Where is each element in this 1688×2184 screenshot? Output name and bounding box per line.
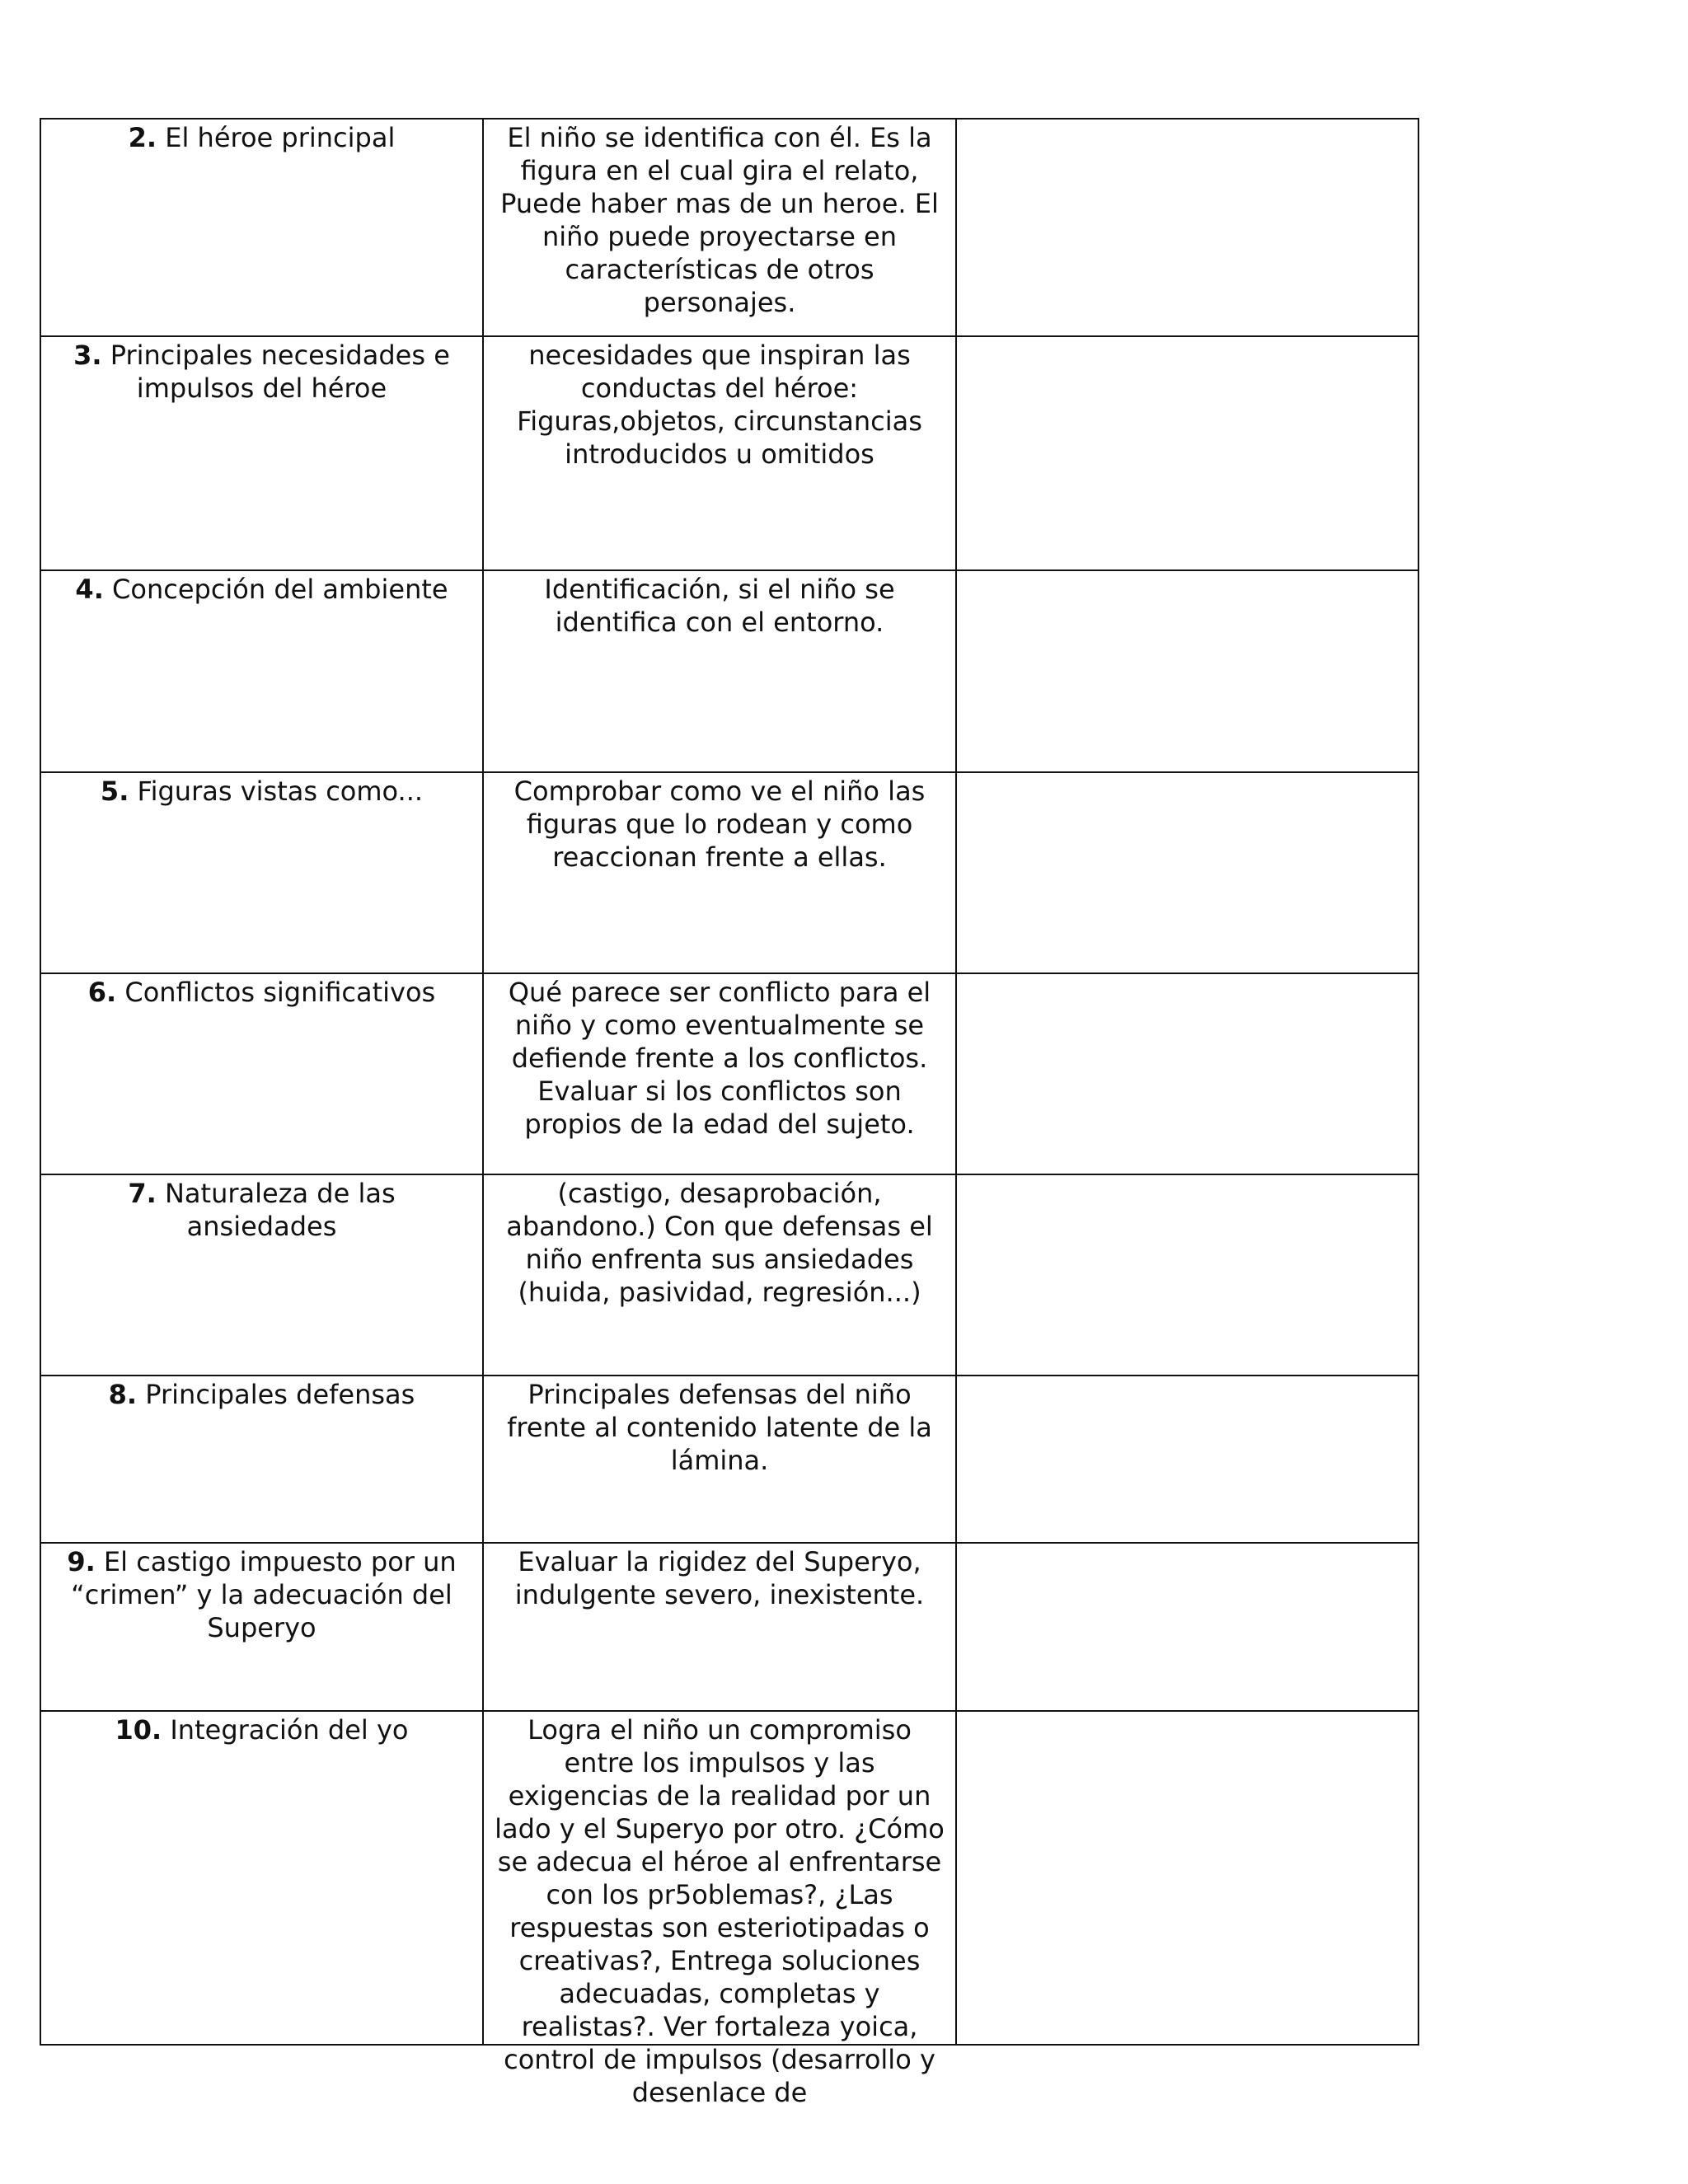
criterion-label: Principales defensas [145,1379,415,1410]
table-row [40,336,1418,570]
notes-cell [956,1174,1418,1376]
notes-cell [956,1376,1418,1543]
criterion-label: Conflictos significativos [124,977,436,1008]
criterion-number: 4. [75,574,104,605]
notes-cell [956,973,1418,1174]
description-cell: (castigo, desaprobación, abandono.) Con que defensas el niño enfrenta sus ansiedades (huida, pasividad, regresión...) [483,1174,956,1376]
criterion-number: 8. [108,1379,138,1410]
criterion-label: El castigo impuesto por un “crimen” y la adecuación del Superyo [71,1546,457,1643]
criterion-label: Naturaleza de las ansiedades [164,1178,396,1242]
description-cell: El niño se identifica con él. Es la figura en el cual gira el relato, Puede haber mas de un heroe. El niño puede proyectarse en características de otros personajes. [483,119,956,336]
description-cell [483,1711,956,2108]
criterion-number: 6. [87,977,117,1008]
description-cell: Qué parece ser conflicto para el niño y como eventualmente se defiende frente a los conflictos. Evaluar si los conflictos son propios de la edad del sujeto. [483,973,956,1174]
table-row [40,1543,1418,1711]
criterion-cell [40,1174,483,1376]
criterion-cell [40,1376,483,1543]
criterion-number: 7. [128,1178,157,1209]
criterion-label: Principales necesidades e impulsos del héroe [110,340,450,404]
table-row [40,570,1418,772]
criterion-cell [40,336,483,570]
criterion-number: 2. [128,122,157,153]
notes-cell [956,336,1418,570]
criterion-number: 9. [67,1546,96,1577]
criterion-number: 5. [100,776,129,807]
criterion-number: 3. [73,340,102,371]
notes-cell [956,119,1418,336]
table-row [40,1711,1418,2045]
table-row [40,1376,1418,1543]
table-row [40,772,1418,973]
description-cell: Evaluar la rigidez del Superyo, indulgente severo, inexistente. [483,1543,956,1711]
table-row [40,119,1418,336]
description-clip [492,1713,947,2108]
evaluation-table [40,118,1419,2108]
description-text: Logra el niño un compromiso entre los impulsos y las exigencias de la realidad por un lado y el Superyo por otro. ¿Cómo se adecua el héroe al enfrentarse con los pr5oblemas?, ¿Las respuestas son esteriotipadas o creativas?, Entrega soluciones adecuadas, completas y realistas?. Ver fortaleza yoica, control de impulsos (desarrollo y desenlace de [495,1714,945,2108]
notes-cell [956,570,1418,772]
criterion-label: Integración del yo [170,1714,409,1746]
description-cell: Comprobar como ve el niño las figuras que lo rodean y como reaccionan frente a ellas. [483,772,956,973]
criterion-label: Figuras vistas como... [137,776,424,807]
description-cell: Identificación, si el niño se identifica con el entorno. [483,570,956,772]
description-cell: Principales defensas del niño frente al contenido latente de la lámina. [483,1376,956,1543]
criterion-cell [40,973,483,1174]
criterion-cell [40,1543,483,1711]
criterion-label: El héroe principal [165,122,396,153]
criterion-cell [40,772,483,973]
notes-cell [956,1543,1418,1711]
table-row [40,1174,1418,1376]
criterion-number: 10. [115,1714,162,1746]
table-row [40,973,1418,1174]
criterion-cell [40,1711,483,2045]
notes-cell [956,1711,1418,2045]
description-cell: necesidades que inspiran las conductas del héroe: Figuras,objetos, circunstancias introducidos u omitidos [483,336,956,570]
notes-cell [956,772,1418,973]
criterion-cell [40,119,483,336]
criterion-label: Concepción del ambiente [112,574,448,605]
criterion-cell [40,570,483,772]
